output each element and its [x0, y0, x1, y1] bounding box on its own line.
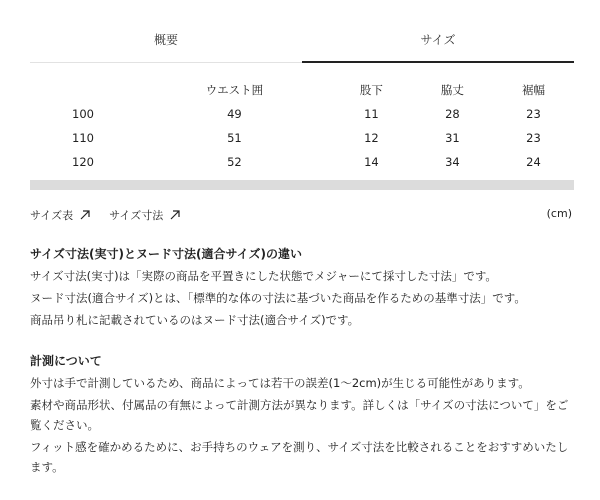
- table-header-inseam: 股下: [359, 83, 383, 97]
- table-cell: 28: [445, 107, 460, 121]
- tab-bar: [30, 22, 574, 63]
- external-arrow-icon: [79, 209, 91, 221]
- table-cell: 24: [526, 155, 541, 169]
- table-cell: 31: [445, 131, 460, 145]
- size-chart-link[interactable]: [30, 207, 91, 223]
- table-cell: 34: [445, 155, 460, 169]
- unit-label: (cm): [546, 207, 572, 220]
- table-cell: 51: [227, 131, 242, 145]
- size-measurements-link[interactable]: [109, 207, 181, 223]
- size-chart-link-label: サイズ表: [30, 209, 74, 222]
- size-measurements-link-label: サイズ寸法: [109, 209, 164, 222]
- table-cell: 14: [364, 155, 379, 169]
- section-title-size-difference: サイズ寸法(実寸)とヌード寸法(適合サイズ)の違い: [30, 247, 303, 261]
- table-header-row: [30, 78, 574, 102]
- paragraph-line: サイズ寸法(実寸)は「実際の商品を平置きにした状態でメジャーにて採寸した寸法」です。: [30, 269, 497, 283]
- table-header-size: [30, 78, 138, 102]
- table-cell: 12: [364, 131, 379, 145]
- table-cell: 120: [72, 155, 94, 169]
- tab-size[interactable]: サイズ: [302, 22, 574, 62]
- table-row: [30, 102, 574, 126]
- paragraph-line: 外寸は手で計測しているため、商品によっては若干の誤差(1〜2cm)が生じる可能性があります。: [30, 376, 530, 390]
- size-table: [30, 78, 574, 174]
- table-cell: 110: [72, 131, 94, 145]
- paragraph-line: ヌード寸法(適合サイズ)とは、「標準的な体の寸法に基づいた商品を作るための基準寸法」です。: [30, 291, 526, 305]
- table-cell: 11: [364, 107, 379, 121]
- table-row: [30, 126, 574, 150]
- paragraph-line: 素材や商品形状、付属品の有無によって計測方法が異なります。詳しくは「サイズの寸法について」をご覧ください。: [30, 398, 569, 432]
- table-row: [30, 150, 574, 174]
- horizontal-scrollbar[interactable]: [30, 180, 574, 190]
- table-cell: 100: [72, 107, 94, 121]
- section-title-measurement: 計測について: [30, 354, 102, 368]
- size-links: [30, 207, 181, 223]
- table-cell: 23: [526, 107, 541, 121]
- paragraph-line: 商品吊り札に記載されているのはヌード寸法(適合サイズ)です。: [30, 313, 360, 327]
- table-cell: 23: [526, 131, 541, 145]
- tab-overview[interactable]: 概要: [153, 33, 178, 47]
- table-cell: 52: [227, 155, 242, 169]
- table-header-waist: ウエスト囲: [205, 83, 264, 97]
- paragraph-line: フィット感を確かめるために、お手持ちのウェアを測り、サイズ寸法を比較されることをおすすめいたします。: [30, 440, 569, 474]
- table-cell: 49: [227, 107, 242, 121]
- external-arrow-icon: [169, 209, 181, 221]
- table-header-hem-width: 裾幅: [521, 83, 545, 97]
- table-header-side-length: 脇丈: [440, 83, 464, 97]
